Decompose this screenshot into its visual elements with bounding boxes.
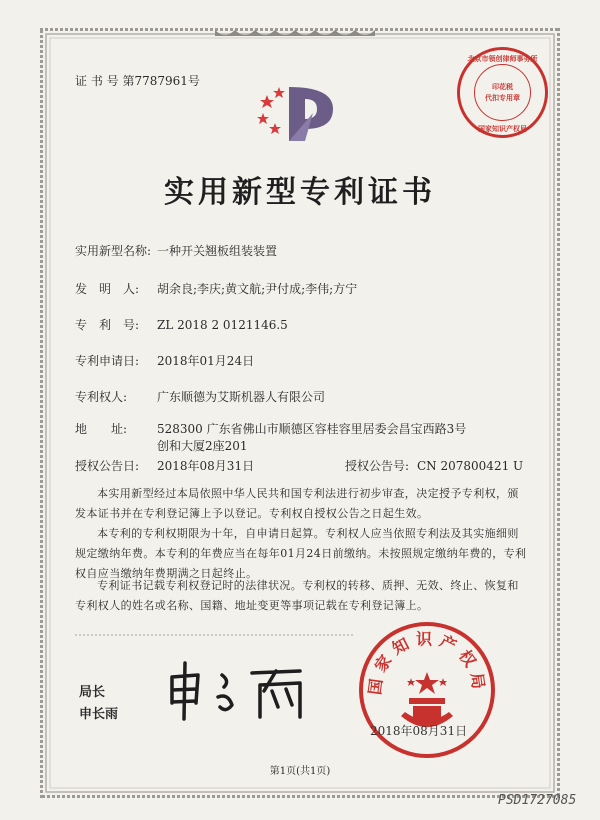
separator-line (75, 634, 355, 636)
paragraph-term: 本专利的专利权期限为十年，自申请日起算。专利权人应当依照专利法及其实施细则规定缴纳年费。本专利的年费应当在每年01月24日前缴纳。未按照规定缴纳年费的，专利权自应当缴纳年费期满之日起终止。 (75, 527, 527, 580)
field-label: 专利申请日: (75, 354, 140, 368)
agency-stamp-line1: 印花税 (492, 83, 513, 91)
agency-stamp-bottom: 国家知识产权局 (478, 125, 527, 133)
field-address-line2: 创和大厦2座201 (157, 439, 248, 453)
agency-stamp-ring: 北京市领创律师事务所 (467, 55, 538, 63)
agency-stamp-icon (455, 45, 550, 140)
field-utility-name (75, 242, 277, 259)
field-label: 专利权人: (75, 390, 128, 404)
director-name: 申长雨 (79, 707, 119, 722)
director-title: 局长 (79, 685, 106, 700)
field-value: 2018年08月31日 (157, 459, 255, 473)
field-label: 实用新型名称: (75, 244, 152, 258)
paragraph-grant: 本实用新型经过本局依照中华人民共和国专利法进行初步审查，决定授予专利权，颁发本证书并在专利登记簿上予以登记。专利权自授权公告之日起生效。 (75, 487, 519, 520)
field-label: 授权公告日: (75, 459, 140, 473)
certificate-number: 证 书 号 第7787961号 (75, 74, 200, 88)
official-seal-icon (357, 620, 497, 760)
field-value: ZL 2018 2 0121146.5 (157, 318, 288, 332)
field-label: 地 址: (75, 422, 128, 436)
field-label: 发 明 人: (75, 282, 140, 296)
handwritten-note: PSD1727085 (498, 793, 577, 808)
field-patent-number (75, 316, 288, 333)
patent-office-logo-icon (253, 83, 345, 145)
field-value: CN 207800421 U (417, 459, 524, 473)
field-grant-date (75, 457, 254, 474)
paragraph-legal-status: 专利证书记载专利权登记时的法律状况。专利权的转移、质押、无效、终止、恢复和专利权人的姓名或名称、国籍、地址变更等事项记载在专利登记簿上。 (75, 579, 519, 612)
field-value: 528300 广东省佛山市顺德区容桂容里居委会昌宝西路3号 (157, 422, 467, 436)
field-patentee (75, 388, 325, 405)
agency-stamp-line2: 代扣专用章 (485, 94, 520, 102)
field-label: 专 利 号: (75, 318, 140, 332)
field-value: 2018年01月24日 (157, 354, 255, 368)
field-label: 授权公告号: (345, 459, 410, 473)
director-signature-icon (160, 655, 320, 725)
seal-ring-text: 国家知识产权局 (365, 629, 489, 696)
field-inventor (75, 280, 357, 297)
field-grant-number (345, 457, 523, 474)
field-address (75, 420, 466, 437)
certificate-title: 实用新型专利证书 (164, 175, 436, 210)
field-application-date (75, 352, 254, 369)
field-value: 广东顺德为艾斯机器人有限公司 (157, 390, 326, 404)
field-value: 一种开关翘板组装装置 (157, 244, 278, 258)
field-value: 胡余良;李庆;黄文航;尹付成;李伟;方宁 (157, 282, 358, 296)
page-footer: 第1页(共1页) (269, 766, 331, 777)
seal-date: 2018年08月31日 (370, 724, 468, 738)
